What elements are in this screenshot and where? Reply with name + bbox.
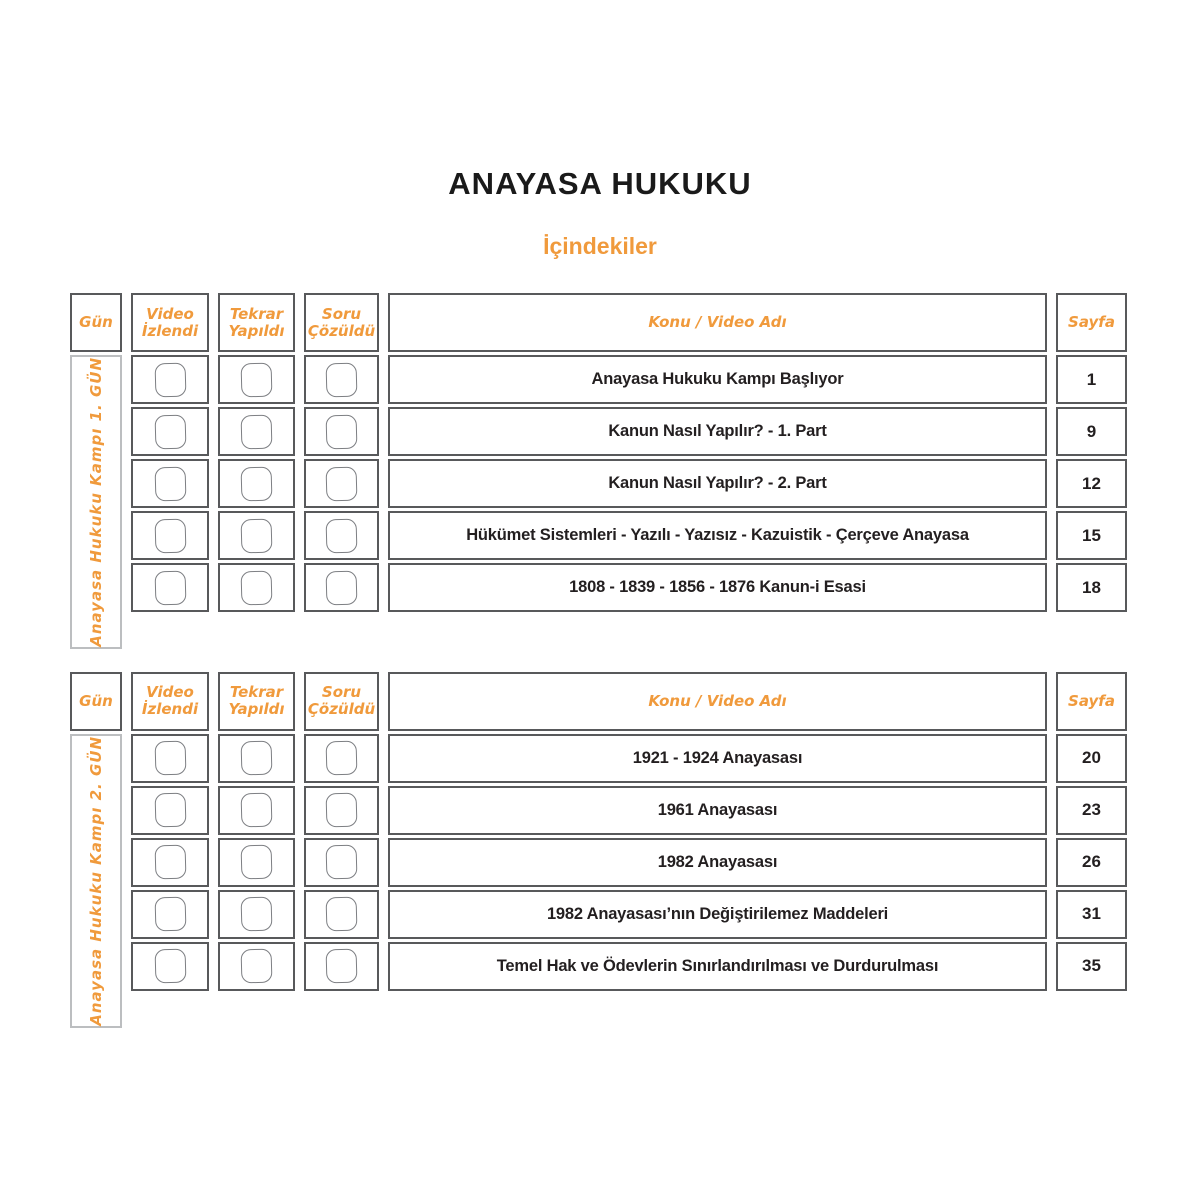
topic-title: Kanun Nasıl Yapılır? - 1. Part bbox=[608, 422, 827, 440]
tekrar-yapildi-checkbox[interactable] bbox=[241, 949, 273, 984]
page-number-cell bbox=[1056, 563, 1127, 612]
page-number-cell bbox=[1056, 355, 1127, 404]
topic-cell bbox=[388, 786, 1047, 835]
page-number: 1 bbox=[1086, 369, 1097, 389]
video-izlendi-cell bbox=[131, 459, 209, 508]
column-header-sayfa bbox=[1056, 672, 1127, 731]
topic-cell bbox=[388, 734, 1047, 783]
video-izlendi-checkbox[interactable] bbox=[154, 414, 186, 449]
tekrar-yapildi-cell bbox=[218, 355, 295, 404]
column-header-gun bbox=[70, 672, 122, 731]
tekrar-yapildi-cell bbox=[218, 511, 295, 560]
page-number: 9 bbox=[1086, 421, 1097, 441]
soru-cozuldu-checkbox[interactable] bbox=[326, 741, 358, 776]
column-header-gun-label: Gün bbox=[79, 691, 113, 710]
topic-title: 1982 Anayasası’nın Değiştirilemez Maddeleri bbox=[546, 904, 889, 923]
tekrar-yapildi-checkbox[interactable] bbox=[241, 845, 273, 880]
page-title: ANAYASA HUKUKU bbox=[448, 166, 752, 201]
video-izlendi-cell bbox=[131, 942, 209, 991]
toc-section bbox=[70, 672, 1128, 1028]
column-header-soru-cozuldu-label: Soru Çözüldü bbox=[307, 304, 376, 340]
topic-title: 1982 Anayasası bbox=[657, 852, 778, 871]
page-number: 31 bbox=[1082, 904, 1101, 924]
tekrar-yapildi-cell bbox=[218, 890, 295, 939]
video-izlendi-checkbox[interactable] bbox=[154, 362, 186, 397]
soru-cozuldu-checkbox[interactable] bbox=[326, 949, 358, 984]
topic-cell bbox=[388, 355, 1047, 404]
video-izlendi-cell bbox=[131, 838, 209, 887]
topic-title: Kanun Nasıl Yapılır? - 2. Part bbox=[608, 474, 827, 492]
soru-cozuldu-checkbox[interactable] bbox=[326, 570, 358, 605]
video-izlendi-checkbox[interactable] bbox=[154, 793, 186, 828]
page-number: 12 bbox=[1082, 473, 1101, 493]
tekrar-yapildi-cell bbox=[218, 407, 295, 456]
soru-cozuldu-checkbox[interactable] bbox=[326, 362, 358, 397]
column-header-video-izlendi bbox=[131, 293, 209, 352]
tekrar-yapildi-cell bbox=[218, 563, 295, 612]
video-izlendi-checkbox[interactable] bbox=[154, 845, 186, 880]
soru-cozuldu-cell bbox=[304, 838, 379, 887]
column-header-konu-video-adi-label: Konu / Video Adı bbox=[648, 691, 787, 710]
toc-section bbox=[70, 293, 1128, 649]
page-number-cell bbox=[1056, 459, 1127, 508]
column-header-gun bbox=[70, 293, 122, 352]
tekrar-yapildi-checkbox[interactable] bbox=[241, 414, 273, 449]
column-header-sayfa-label: Sayfa bbox=[1068, 691, 1115, 710]
video-izlendi-checkbox[interactable] bbox=[154, 518, 186, 553]
topic-cell bbox=[388, 890, 1047, 939]
soru-cozuldu-checkbox[interactable] bbox=[326, 897, 358, 932]
topic-title: Anayasa Hukuku Kampı Başlıyor bbox=[591, 370, 844, 388]
tekrar-yapildi-cell bbox=[218, 942, 295, 991]
soru-cozuldu-cell bbox=[304, 942, 379, 991]
video-izlendi-cell bbox=[131, 786, 209, 835]
column-header-tekrar-yapildi-label: Tekrar Yapıldı bbox=[228, 683, 285, 719]
column-header-tekrar-yapildi bbox=[218, 672, 295, 731]
soru-cozuldu-checkbox[interactable] bbox=[326, 793, 358, 828]
tekrar-yapildi-checkbox[interactable] bbox=[241, 362, 273, 397]
page-number-cell bbox=[1056, 838, 1127, 887]
day-label: Anayasa Hukuku Kampı 2. GÜN bbox=[87, 735, 105, 1026]
day-label-cell bbox=[70, 355, 122, 649]
column-header-video-izlendi-label: Video İzlendi bbox=[141, 304, 199, 340]
soru-cozuldu-checkbox[interactable] bbox=[326, 414, 358, 449]
tekrar-yapildi-cell bbox=[218, 459, 295, 508]
topic-cell bbox=[388, 563, 1047, 612]
video-izlendi-cell bbox=[131, 355, 209, 404]
page-number-cell bbox=[1056, 942, 1127, 991]
topic-cell bbox=[388, 511, 1047, 560]
tekrar-yapildi-checkbox[interactable] bbox=[241, 897, 273, 932]
topic-cell bbox=[388, 407, 1047, 456]
video-izlendi-checkbox[interactable] bbox=[154, 949, 186, 984]
toc-sections bbox=[70, 293, 1128, 1028]
column-header-gun-label: Gün bbox=[79, 313, 113, 332]
page-number-cell bbox=[1056, 511, 1127, 560]
video-izlendi-cell bbox=[131, 890, 209, 939]
column-header-soru-cozuldu-label: Soru Çözüldü bbox=[307, 683, 376, 719]
column-header-sayfa bbox=[1056, 293, 1127, 352]
topic-cell bbox=[388, 942, 1047, 991]
video-izlendi-checkbox[interactable] bbox=[154, 570, 186, 605]
topic-title: Temel Hak ve Ödevlerin Sınırlandırılması ve Durdurulması bbox=[496, 956, 939, 975]
page-number-cell bbox=[1056, 734, 1127, 783]
topic-title: 1808 - 1839 - 1856 - 1876 Kanun-i Esasi bbox=[569, 578, 866, 596]
page-number: 18 bbox=[1082, 577, 1101, 597]
column-header-konu-video-adi bbox=[388, 293, 1047, 352]
soru-cozuldu-cell bbox=[304, 459, 379, 508]
video-izlendi-checkbox[interactable] bbox=[154, 466, 186, 501]
column-header-soru-cozuldu bbox=[304, 672, 379, 731]
soru-cozuldu-checkbox[interactable] bbox=[326, 518, 358, 553]
page-number: 15 bbox=[1082, 525, 1101, 545]
topic-title: 1921 - 1924 Anayasası bbox=[632, 748, 803, 767]
soru-cozuldu-checkbox[interactable] bbox=[326, 466, 358, 501]
tekrar-yapildi-cell bbox=[218, 734, 295, 783]
column-header-sayfa-label: Sayfa bbox=[1068, 313, 1115, 332]
tekrar-yapildi-checkbox[interactable] bbox=[241, 466, 273, 501]
page-subtitle: İçindekiler bbox=[543, 233, 657, 259]
page-number-cell bbox=[1056, 786, 1127, 835]
topic-cell bbox=[388, 459, 1047, 508]
day-label-cell bbox=[70, 734, 122, 1028]
day-label: Anayasa Hukuku Kampı 1. GÜN bbox=[87, 357, 105, 647]
page-number-cell bbox=[1056, 407, 1127, 456]
column-header-video-izlendi-label: Video İzlendi bbox=[141, 683, 199, 719]
soru-cozuldu-cell bbox=[304, 786, 379, 835]
topic-title: 1961 Anayasası bbox=[657, 800, 778, 819]
video-izlendi-checkbox[interactable] bbox=[154, 897, 186, 932]
soru-cozuldu-cell bbox=[304, 734, 379, 783]
video-izlendi-cell bbox=[131, 511, 209, 560]
soru-cozuldu-checkbox[interactable] bbox=[326, 845, 358, 880]
column-header-video-izlendi bbox=[131, 672, 209, 731]
tekrar-yapildi-cell bbox=[218, 838, 295, 887]
soru-cozuldu-cell bbox=[304, 563, 379, 612]
video-izlendi-checkbox[interactable] bbox=[154, 741, 186, 776]
video-izlendi-cell bbox=[131, 734, 209, 783]
column-header-konu-video-adi-label: Konu / Video Adı bbox=[648, 313, 787, 332]
soru-cozuldu-cell bbox=[304, 890, 379, 939]
tekrar-yapildi-checkbox[interactable] bbox=[241, 518, 273, 553]
page-number: 26 bbox=[1082, 852, 1101, 872]
page-number: 23 bbox=[1082, 800, 1101, 820]
tekrar-yapildi-checkbox[interactable] bbox=[241, 793, 273, 828]
video-izlendi-cell bbox=[131, 563, 209, 612]
tekrar-yapildi-checkbox[interactable] bbox=[241, 570, 273, 605]
column-header-tekrar-yapildi-label: Tekrar Yapıldı bbox=[228, 304, 285, 340]
soru-cozuldu-cell bbox=[304, 511, 379, 560]
soru-cozuldu-cell bbox=[304, 407, 379, 456]
video-izlendi-cell bbox=[131, 407, 209, 456]
column-header-soru-cozuldu bbox=[304, 293, 379, 352]
page-number-cell bbox=[1056, 890, 1127, 939]
topic-title: Hükümet Sistemleri - Yazılı - Yazısız - Kazuistik - Çerçeve Anayasa bbox=[466, 526, 969, 544]
soru-cozuldu-cell bbox=[304, 355, 379, 404]
column-header-konu-video-adi bbox=[388, 672, 1047, 731]
tekrar-yapildi-cell bbox=[218, 786, 295, 835]
page-number: 20 bbox=[1082, 748, 1101, 768]
topic-cell bbox=[388, 838, 1047, 887]
column-header-tekrar-yapildi bbox=[218, 293, 295, 352]
tekrar-yapildi-checkbox[interactable] bbox=[241, 741, 273, 776]
page-number: 35 bbox=[1082, 956, 1101, 976]
